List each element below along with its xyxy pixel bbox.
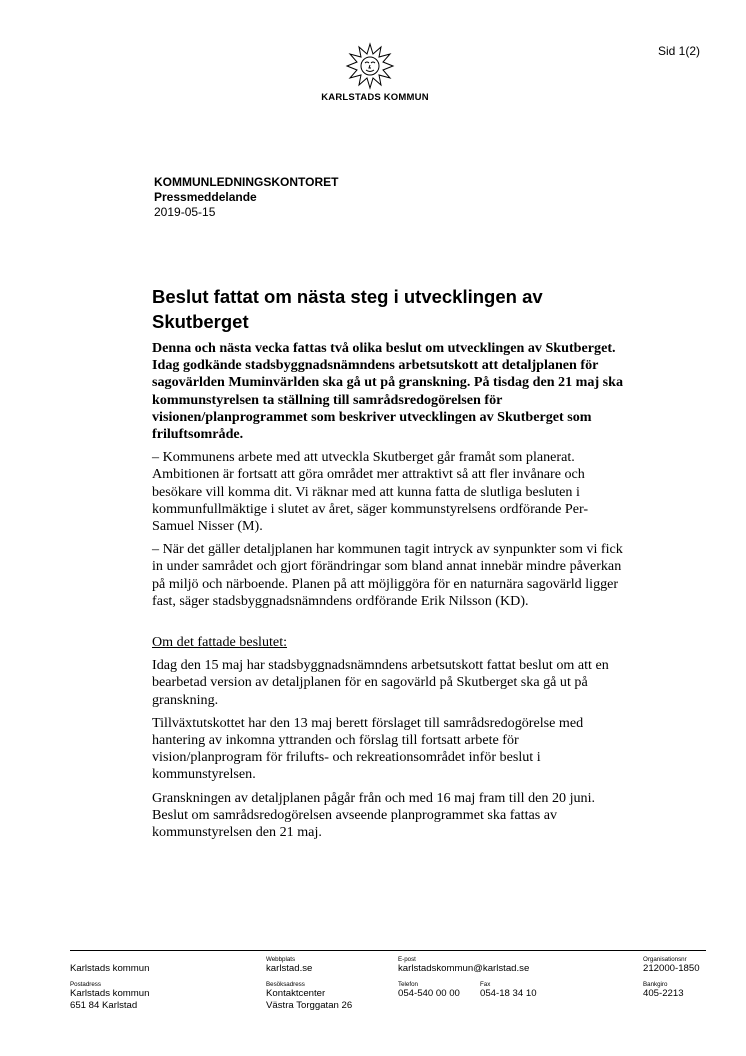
quote-paragraph-2: – När det gäller detaljplanen har kommunen tagit intryck av synpunkter som vi fick in under samrådet och gjort förändringar som bland annat innebär mindre påverkan på miljö och närboende. Planen på att möjliggöra för en naturnära sagovärld ligger fast, säger stadsbyggnadsnämndens ordförande Erik Nilsson (KD). bbox=[152, 541, 623, 609]
footer-postal: Postadress Karlstads kommun 651 84 Karlstad bbox=[70, 981, 150, 1011]
page-number: Sid 1(2) bbox=[658, 44, 701, 58]
sender-block bbox=[154, 175, 338, 220]
org-name: KARLSTADS KOMMUN bbox=[321, 92, 429, 103]
footer-bankgiro: Bankgiro 405-2213 bbox=[643, 981, 684, 999]
footer-name: Karlstads kommun bbox=[70, 963, 150, 974]
footer-fax: Fax 054-18 34 10 bbox=[480, 981, 537, 999]
lead-paragraph: Denna och nästa vecka fattas två olika beslut om utvecklingen av Skutberget. Idag godkände stadsbyggnadsnämndens arbetsutskott att detaljplanen för sagovärlden Muminvärlden ska gå ut på granskning. På tisdag den 21 maj ska kommunstyrelsen ta ställning till samrådsredogörelsen för visionen/planprogrammet som beskriver utvecklingen av Skutberget som friluftsområde. bbox=[152, 340, 624, 443]
karlstad-sun-icon bbox=[330, 42, 410, 92]
web-link[interactable]: karlstad.se bbox=[266, 963, 313, 974]
decision-paragraph-3: Granskningen av detaljplanen pågår från och med 16 maj fram till den 20 juni. Beslut om samrådsredogörelsen avseende planprogrammet ska fattas av kommunstyrelsen den 21 maj. bbox=[152, 789, 596, 841]
email-link[interactable]: karlstadskommun@karlstad.se bbox=[398, 963, 530, 974]
doc-type: Pressmeddelande bbox=[154, 190, 257, 204]
footer-divider bbox=[70, 950, 706, 951]
decision-paragraph-1: Idag den 15 maj har stadsbyggnadsnämndens arbetsutskott fattat beslut om att en bearbetad version av detaljplanen för en sagovärld på Skutberget ska gå ut på granskning. bbox=[152, 657, 609, 708]
section-heading: Om det fattade beslutet: bbox=[152, 634, 288, 651]
headline: Beslut fattat om nästa steg i utvecklingen av Skutberget bbox=[152, 286, 543, 332]
footer-orgnr: Organisationsnr 212000-1850 bbox=[643, 956, 700, 974]
date: 2019-05-15 bbox=[154, 205, 216, 219]
footer-email: E-post karlstadskommun@karlstad.se bbox=[398, 956, 530, 974]
footer-visit: Besöksadress Kontaktcenter Västra Torggatan 26 bbox=[266, 981, 353, 1011]
quote-paragraph-1: – Kommunens arbete med att utveckla Skutberget går framåt som planerat. Ambitionen är fortsatt att göra området mer attraktivt så att fler invånare och besökare vill komma dit. Vi räknar med att kunna fatta de slutliga besluten i kommunfullmäktige i slutet av året, säger kommunstyrelsens ordförande Per-Samuel Nisser (M). bbox=[152, 449, 589, 535]
department: KOMMUNLEDNINGSKONTORET bbox=[154, 175, 339, 189]
footer-phone: Telefon 054-540 00 00 bbox=[398, 981, 460, 999]
article-body bbox=[152, 340, 624, 847]
footer-web: Webbplats karlstad.se bbox=[266, 956, 313, 974]
decision-paragraph-2: Tillväxtutskottet har den 13 maj berett förslaget till samrådsredogörelse med hantering av inkomna yttranden och förslag till fortsatt arbete för vision/planprogram för frilufts- och rekreationsområdet inför beslut i kommunstyrelsen. bbox=[152, 714, 584, 783]
